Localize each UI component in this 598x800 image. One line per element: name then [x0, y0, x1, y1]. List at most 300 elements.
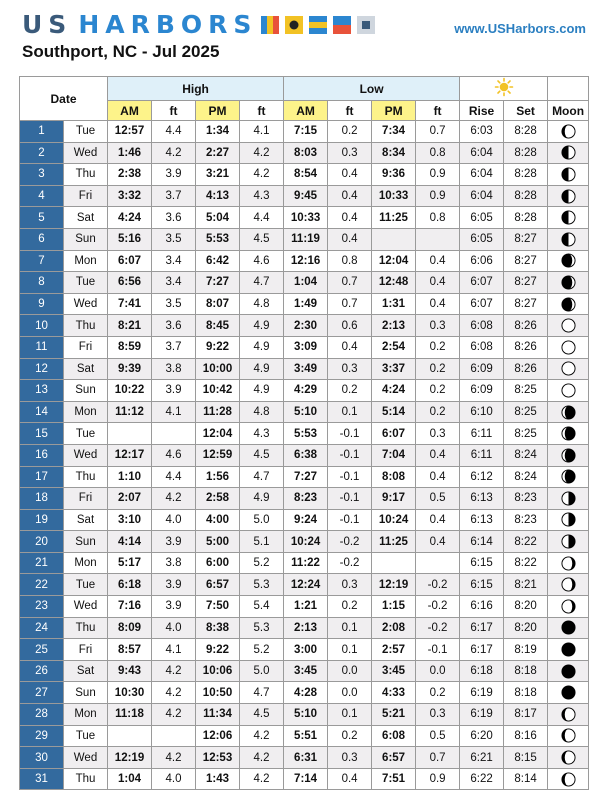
sunrise-time: 6:09 [460, 380, 504, 402]
low-pm-height: 0.4 [416, 444, 460, 466]
sunset-time: 8:27 [504, 250, 548, 272]
high-am-time: 8:09 [108, 617, 152, 639]
low-am-height: -0.1 [328, 423, 372, 445]
low-am-height: 0.3 [328, 358, 372, 380]
low-pm-height: 0.0 [416, 660, 460, 682]
low-am-height: 0.4 [328, 164, 372, 186]
moon-waning-gibbous-icon [561, 469, 576, 484]
high-pm-time: 9:22 [196, 639, 240, 661]
sunrise-time: 6:15 [460, 552, 504, 574]
sunrise-time: 6:07 [460, 293, 504, 315]
low-pm-time: 3:37 [372, 358, 416, 380]
low-pm-height: 0.4 [416, 293, 460, 315]
moon-phase [548, 552, 589, 574]
moon-phase [548, 509, 589, 531]
moon-phase [548, 315, 589, 337]
high-am-height: 3.9 [152, 164, 196, 186]
high-am-time: 3:32 [108, 185, 152, 207]
sunset-time: 8:14 [504, 768, 548, 790]
high-pm-time: 10:42 [196, 380, 240, 402]
low-pm-height [416, 552, 460, 574]
tide-row [20, 380, 589, 402]
day-number: 23 [20, 596, 64, 618]
location-title: Southport, NC - Jul 2025 [22, 42, 220, 61]
low-am-time: 7:14 [284, 768, 328, 790]
sunrise-time: 6:19 [460, 682, 504, 704]
low-am-time: 8:23 [284, 488, 328, 510]
moon-phase [548, 272, 589, 294]
sunrise-time: 6:12 [460, 466, 504, 488]
day-of-week: Tue [64, 121, 108, 143]
header-high-pm: PM [196, 101, 240, 121]
sunset-time: 8:23 [504, 488, 548, 510]
sunset-time: 8:17 [504, 704, 548, 726]
low-pm-height: -0.2 [416, 574, 460, 596]
day-number: 10 [20, 315, 64, 337]
tide-row [20, 401, 589, 423]
high-pm-height: 5.2 [240, 552, 284, 574]
tide-row [20, 444, 589, 466]
tide-row [20, 336, 589, 358]
sunrise-time: 6:20 [460, 725, 504, 747]
low-pm-height: 0.9 [416, 768, 460, 790]
sunrise-time: 6:04 [460, 185, 504, 207]
signal-flag-icon [285, 16, 303, 34]
day-number: 14 [20, 401, 64, 423]
signal-flags [261, 16, 375, 34]
header-high-am: AM [108, 101, 152, 121]
high-am-time: 12:57 [108, 121, 152, 143]
low-pm-time [372, 552, 416, 574]
high-am-height: 4.0 [152, 509, 196, 531]
low-pm-height: -0.1 [416, 639, 460, 661]
high-pm-height: 4.1 [240, 121, 284, 143]
header-low-pm: PM [372, 101, 416, 121]
high-am-time: 12:19 [108, 747, 152, 769]
high-pm-time: 7:50 [196, 596, 240, 618]
day-number: 11 [20, 336, 64, 358]
high-pm-height: 4.8 [240, 401, 284, 423]
sunrise-time: 6:18 [460, 660, 504, 682]
high-am-time: 8:21 [108, 315, 152, 337]
high-pm-time: 12:59 [196, 444, 240, 466]
low-am-height: -0.1 [328, 509, 372, 531]
low-am-time: 7:27 [284, 466, 328, 488]
day-number: 26 [20, 660, 64, 682]
high-am-time: 8:59 [108, 336, 152, 358]
low-am-time: 6:38 [284, 444, 328, 466]
moon-phase [548, 401, 589, 423]
high-pm-height: 4.2 [240, 747, 284, 769]
low-am-height: 0.1 [328, 639, 372, 661]
low-pm-time: 1:15 [372, 596, 416, 618]
day-of-week: Sun [64, 682, 108, 704]
low-pm-height: 0.2 [416, 380, 460, 402]
low-pm-height: 0.2 [416, 358, 460, 380]
sunset-time: 8:22 [504, 552, 548, 574]
high-pm-height: 4.2 [240, 725, 284, 747]
moon-phase [548, 466, 589, 488]
low-pm-height: 0.5 [416, 488, 460, 510]
logo-wordmark [22, 12, 257, 38]
day-number: 15 [20, 423, 64, 445]
crescent-moon-icon [559, 78, 577, 96]
tide-row [20, 552, 589, 574]
day-number: 29 [20, 725, 64, 747]
day-of-week: Sun [64, 531, 108, 553]
low-pm-height: 0.5 [416, 725, 460, 747]
moon-first-quarter-icon [561, 232, 576, 247]
low-pm-time: 8:34 [372, 142, 416, 164]
sunset-time: 8:18 [504, 682, 548, 704]
signal-flag-icon [357, 16, 375, 34]
day-of-week: Sat [64, 509, 108, 531]
moon-new-icon [561, 685, 576, 700]
low-am-time: 3:00 [284, 639, 328, 661]
day-number: 9 [20, 293, 64, 315]
header-high-am-ft: ft [152, 101, 196, 121]
tide-row [20, 660, 589, 682]
high-am-time: 8:57 [108, 639, 152, 661]
high-pm-time: 10:06 [196, 660, 240, 682]
tide-row [20, 768, 589, 790]
low-am-height: 0.0 [328, 682, 372, 704]
high-pm-time: 10:50 [196, 682, 240, 704]
low-pm-height: 0.4 [416, 272, 460, 294]
sunset-time: 8:23 [504, 509, 548, 531]
high-am-height: 4.0 [152, 617, 196, 639]
moon-phase [548, 185, 589, 207]
high-pm-time: 3:21 [196, 164, 240, 186]
low-am-height: 0.3 [328, 747, 372, 769]
low-am-height: 0.2 [328, 121, 372, 143]
low-am-height: 0.4 [328, 768, 372, 790]
low-pm-height: -0.2 [416, 617, 460, 639]
header-low-am: AM [284, 101, 328, 121]
high-pm-height: 4.9 [240, 380, 284, 402]
day-of-week: Thu [64, 315, 108, 337]
high-am-height: 3.5 [152, 228, 196, 250]
low-am-height: 0.7 [328, 293, 372, 315]
tide-row [20, 747, 589, 769]
high-pm-height: 4.2 [240, 164, 284, 186]
high-pm-height: 4.5 [240, 228, 284, 250]
high-am-time: 5:16 [108, 228, 152, 250]
low-am-height: -0.2 [328, 531, 372, 553]
sunset-time: 8:27 [504, 272, 548, 294]
tide-row [20, 531, 589, 553]
high-pm-height: 4.5 [240, 444, 284, 466]
low-pm-time: 3:45 [372, 660, 416, 682]
tide-row [20, 207, 589, 229]
tide-row [20, 164, 589, 186]
low-am-height: 0.2 [328, 725, 372, 747]
sunrise-time: 6:07 [460, 272, 504, 294]
sunrise-time: 6:10 [460, 401, 504, 423]
low-pm-time: 6:57 [372, 747, 416, 769]
day-number: 20 [20, 531, 64, 553]
day-of-week: Sat [64, 207, 108, 229]
low-pm-height: 0.2 [416, 682, 460, 704]
low-am-time: 6:31 [284, 747, 328, 769]
moon-phase [548, 768, 589, 790]
sunset-time: 8:28 [504, 164, 548, 186]
high-pm-time: 4:00 [196, 509, 240, 531]
low-am-time: 3:09 [284, 336, 328, 358]
moon-phase [548, 704, 589, 726]
moon-last-quarter-icon [561, 491, 576, 506]
low-pm-time [372, 228, 416, 250]
day-of-week: Mon [64, 552, 108, 574]
sunrise-time: 6:11 [460, 444, 504, 466]
tide-row [20, 293, 589, 315]
low-pm-time: 2:13 [372, 315, 416, 337]
moon-waxing-crescent-icon [561, 707, 576, 722]
day-number: 2 [20, 142, 64, 164]
sunset-time: 8:25 [504, 401, 548, 423]
low-am-height: 0.4 [328, 336, 372, 358]
high-pm-time: 10:00 [196, 358, 240, 380]
moon-phase [548, 293, 589, 315]
sunrise-time: 6:22 [460, 768, 504, 790]
moon-phase [548, 228, 589, 250]
day-of-week: Sun [64, 228, 108, 250]
day-of-week: Tue [64, 272, 108, 294]
low-pm-time: 10:33 [372, 185, 416, 207]
high-pm-time: 11:34 [196, 704, 240, 726]
high-am-height: 3.7 [152, 336, 196, 358]
tide-row [20, 358, 589, 380]
low-am-height: -0.2 [328, 552, 372, 574]
low-am-time: 5:53 [284, 423, 328, 445]
day-of-week: Wed [64, 747, 108, 769]
low-pm-time: 9:17 [372, 488, 416, 510]
low-pm-height: 0.9 [416, 164, 460, 186]
low-pm-height: 0.3 [416, 704, 460, 726]
high-pm-height: 4.3 [240, 185, 284, 207]
tide-row [20, 704, 589, 726]
low-am-height: 0.0 [328, 660, 372, 682]
high-am-time: 6:18 [108, 574, 152, 596]
day-of-week: Thu [64, 617, 108, 639]
high-am-height: 4.0 [152, 768, 196, 790]
low-pm-time: 8:08 [372, 466, 416, 488]
low-am-height: 0.4 [328, 207, 372, 229]
low-am-height: 0.3 [328, 142, 372, 164]
moon-phase [548, 121, 589, 143]
high-pm-height: 4.6 [240, 250, 284, 272]
sunrise-time: 6:13 [460, 488, 504, 510]
high-pm-height: 4.3 [240, 423, 284, 445]
tide-table [19, 76, 589, 790]
moon-phase [548, 380, 589, 402]
moon-first-quarter-icon [561, 145, 576, 160]
logo-harbors: HARBORS [78, 10, 258, 39]
low-am-height: 0.7 [328, 272, 372, 294]
header-low-am-ft: ft [328, 101, 372, 121]
high-am-height: 4.2 [152, 142, 196, 164]
high-am-height: 3.9 [152, 574, 196, 596]
high-pm-height: 4.7 [240, 272, 284, 294]
high-pm-height: 4.2 [240, 142, 284, 164]
low-am-height: 0.2 [328, 596, 372, 618]
high-pm-height: 4.7 [240, 682, 284, 704]
sunset-time: 8:20 [504, 617, 548, 639]
moon-waxing-gibbous-icon [561, 275, 576, 290]
high-am-time: 10:30 [108, 682, 152, 704]
high-am-time: 10:22 [108, 380, 152, 402]
low-am-time: 11:22 [284, 552, 328, 574]
low-pm-time: 7:51 [372, 768, 416, 790]
high-pm-height: 4.2 [240, 768, 284, 790]
sunset-time: 8:22 [504, 531, 548, 553]
tide-row [20, 617, 589, 639]
moon-phase [548, 142, 589, 164]
high-pm-time: 6:57 [196, 574, 240, 596]
tide-row [20, 725, 589, 747]
tide-table-body [20, 121, 589, 790]
high-am-time: 12:17 [108, 444, 152, 466]
low-am-height: 0.6 [328, 315, 372, 337]
moon-first-quarter-icon [561, 210, 576, 225]
high-am-height: 4.4 [152, 121, 196, 143]
tide-row [20, 639, 589, 661]
day-number: 7 [20, 250, 64, 272]
day-number: 19 [20, 509, 64, 531]
low-pm-height: 0.2 [416, 336, 460, 358]
high-am-time [108, 423, 152, 445]
sunrise-time: 6:15 [460, 574, 504, 596]
high-am-time: 2:38 [108, 164, 152, 186]
header-high-pm-ft: ft [240, 101, 284, 121]
high-am-time: 4:14 [108, 531, 152, 553]
moon-phase [548, 423, 589, 445]
moon-full-icon [561, 383, 576, 398]
sun-icon [494, 77, 514, 97]
high-pm-height: 4.9 [240, 358, 284, 380]
sunset-time: 8:20 [504, 596, 548, 618]
high-am-time: 7:16 [108, 596, 152, 618]
high-am-height: 4.1 [152, 639, 196, 661]
sunset-time: 8:27 [504, 228, 548, 250]
low-pm-height: 0.9 [416, 185, 460, 207]
high-pm-time: 12:53 [196, 747, 240, 769]
website-link[interactable]: www.USHarbors.com [454, 21, 586, 36]
header-sunset: Set [504, 101, 548, 121]
header-moon-phase: Moon [548, 101, 589, 121]
high-pm-height: 5.4 [240, 596, 284, 618]
high-am-time: 1:04 [108, 768, 152, 790]
low-am-time: 8:54 [284, 164, 328, 186]
low-pm-time: 9:36 [372, 164, 416, 186]
low-pm-height: 0.4 [416, 509, 460, 531]
high-am-height: 3.8 [152, 552, 196, 574]
moon-first-quarter-icon [561, 189, 576, 204]
high-am-time: 6:07 [108, 250, 152, 272]
day-of-week: Tue [64, 574, 108, 596]
signal-flag-icon [333, 16, 351, 34]
day-of-week: Tue [64, 423, 108, 445]
low-am-time: 2:13 [284, 617, 328, 639]
high-pm-height: 5.0 [240, 509, 284, 531]
high-am-height: 3.4 [152, 272, 196, 294]
day-of-week: Wed [64, 142, 108, 164]
day-of-week: Sat [64, 358, 108, 380]
low-am-height: 0.2 [328, 380, 372, 402]
moon-phase [548, 207, 589, 229]
sunset-time: 8:16 [504, 725, 548, 747]
day-number: 5 [20, 207, 64, 229]
low-am-height: 0.4 [328, 228, 372, 250]
high-pm-time: 5:00 [196, 531, 240, 553]
day-of-week: Thu [64, 164, 108, 186]
moon-last-quarter-icon [561, 534, 576, 549]
low-pm-height: 0.8 [416, 142, 460, 164]
day-number: 25 [20, 639, 64, 661]
sunset-time: 8:26 [504, 336, 548, 358]
high-am-time: 11:12 [108, 401, 152, 423]
high-pm-time: 5:53 [196, 228, 240, 250]
low-am-height: -0.1 [328, 444, 372, 466]
low-pm-time: 4:24 [372, 380, 416, 402]
moon-first-quarter-icon [561, 167, 576, 182]
high-pm-time: 7:27 [196, 272, 240, 294]
high-pm-time: 9:22 [196, 336, 240, 358]
moon-waning-crescent-icon [561, 556, 576, 571]
sunrise-time: 6:21 [460, 747, 504, 769]
high-am-time: 9:43 [108, 660, 152, 682]
signal-flag-icon [261, 16, 279, 34]
day-of-week: Fri [64, 336, 108, 358]
low-am-height: 0.4 [328, 185, 372, 207]
sunrise-time: 6:06 [460, 250, 504, 272]
low-am-time: 7:15 [284, 121, 328, 143]
moon-last-quarter-icon [561, 512, 576, 527]
day-number: 6 [20, 228, 64, 250]
low-pm-height: 0.4 [416, 466, 460, 488]
low-pm-height: 0.3 [416, 423, 460, 445]
high-am-time: 2:07 [108, 488, 152, 510]
low-pm-time: 12:04 [372, 250, 416, 272]
header-low-pm-ft: ft [416, 101, 460, 121]
high-am-height: 3.7 [152, 185, 196, 207]
high-am-time: 6:56 [108, 272, 152, 294]
high-pm-height: 4.5 [240, 704, 284, 726]
high-am-height [152, 423, 196, 445]
moon-phase [548, 574, 589, 596]
tide-row [20, 272, 589, 294]
moon-full-icon [561, 318, 576, 333]
high-pm-height: 4.9 [240, 488, 284, 510]
low-am-time: 9:45 [284, 185, 328, 207]
sunrise-time: 6:11 [460, 423, 504, 445]
low-pm-height: -0.2 [416, 596, 460, 618]
sunset-time: 8:15 [504, 747, 548, 769]
low-am-time: 5:10 [284, 401, 328, 423]
high-am-height: 3.6 [152, 207, 196, 229]
low-am-time: 12:16 [284, 250, 328, 272]
low-am-time: 12:24 [284, 574, 328, 596]
moon-waxing-crescent-icon [561, 124, 576, 139]
sunset-time: 8:26 [504, 315, 548, 337]
high-am-height: 4.6 [152, 444, 196, 466]
high-am-height [152, 725, 196, 747]
day-number: 24 [20, 617, 64, 639]
moon-phase [548, 531, 589, 553]
high-am-height: 4.4 [152, 466, 196, 488]
high-am-height: 4.2 [152, 704, 196, 726]
high-am-time [108, 725, 152, 747]
